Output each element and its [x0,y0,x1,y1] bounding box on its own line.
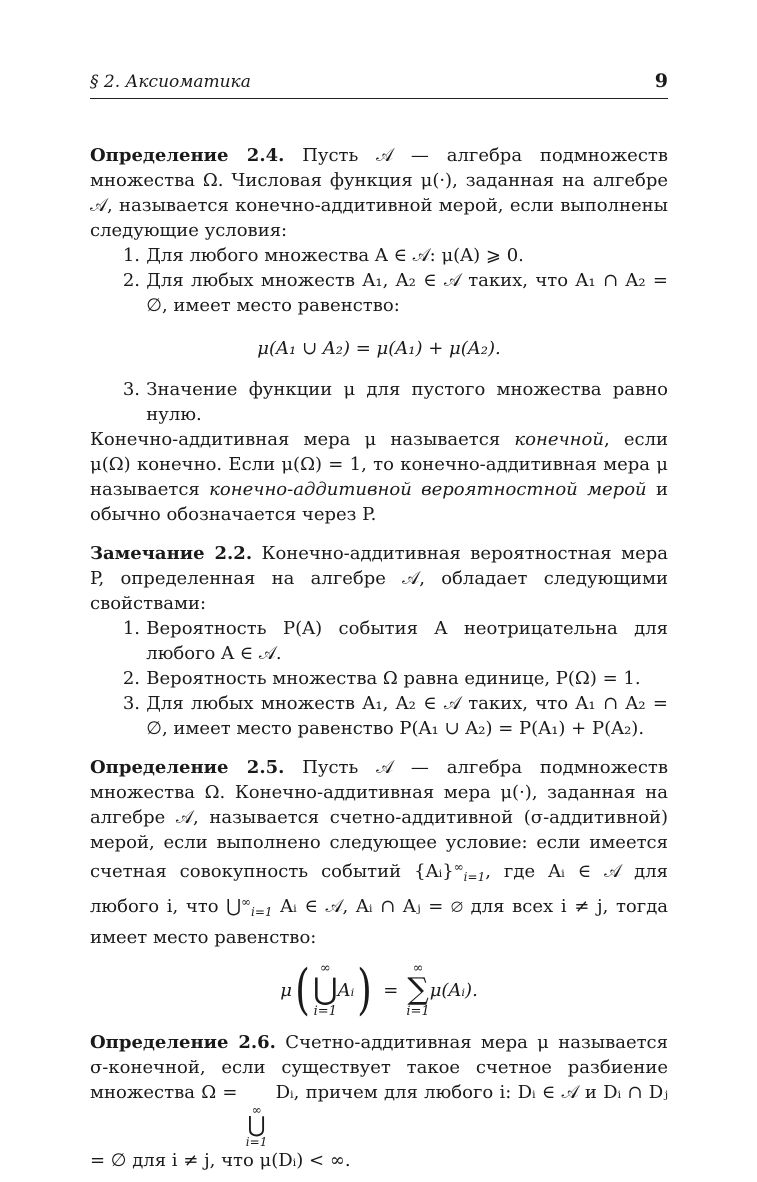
list-item [90,268,668,318]
page-content [90,143,668,1173]
definition-2-5-text: Пусть 𝒜 — алгебра подмножеств множества Ω. Конечно-аддитивная мера μ(·), заданная на алгебре 𝒜, называется счетно-аддитивной (σ-аддитивной) мерой, если выполнено следующее условие: если имеется счетная совокупность событий {Aᵢ} [90,757,668,882]
definition-2-6-text-b: Dᵢ, причем для любого i: Dᵢ ∈ 𝒜 и Dᵢ ∩ Dⱼ = ∅ для i ≠ j, что μ(Dᵢ) < ∞. [90,1082,668,1171]
list-item-number: 2. [122,668,140,689]
conclusion-text-a: Конечно-аддитивная мера μ называется [90,429,515,450]
union-lower-limit: i=1 [245,1135,268,1149]
list-item-text: Значение функции μ для пустого множества равно нулю. [146,379,668,425]
list-item [90,377,668,427]
definition-2-6 [90,1030,668,1173]
definition-2-4-intro [90,143,668,243]
union-operator [246,1104,268,1148]
definition-2-5-text-3: Aᵢ ∈ 𝒜, Aᵢ ∩ Aⱼ = ∅ для всех i ≠ j, тогда имеет место равенство: [90,896,669,948]
list-item [90,691,668,741]
sum-symbol: ∑ [407,972,429,1007]
countable-additivity-formula [90,960,668,1020]
definition-2-4-text: Пусть 𝒜 — алгебра подмножеств множества Ω. Числовая функция μ(·), заданная на алгебре 𝒜, называется конечно-аддитивной мерой, если выполнены следующие условия: [90,145,668,241]
list-item-text: Вероятность множества Ω равна единице, P(Ω) = 1. [146,668,641,689]
section-title: § 2. Аксиоматика [90,72,251,92]
conclusion-text-c: и обычно обозначается через P. [90,479,668,525]
list-item-text: Для любых множеств A₁, A₂ ∈ 𝒜 таких, что A₁ ∩ A₂ = ∅, имеет место равенство: [146,270,668,316]
definition-2-4 [90,143,668,527]
union-upper-limit: ∞ [319,961,331,976]
remark-2-2-text: Конечно-аддитивная вероятностная мера P, определенная на алгебре 𝒜, обладает следующими свойствами: [90,543,668,614]
formula-mu: μ [280,979,292,1001]
big-union-operator [313,962,338,1018]
term-probability-measure: конечно-аддитивной вероятностной мерой [209,479,647,500]
definition-2-6-heading: Определение 2.6. [90,1032,276,1053]
definition-2-4-heading: Определение 2.4. [90,145,285,166]
formula-equals: = [383,979,399,1001]
superscript: ∞ [453,860,464,874]
list-item [90,243,668,268]
left-paren: ( [295,958,310,1021]
additivity-formula: μ(A₁ ∪ A₂) = μ(A₁) + μ(A₂). [257,338,501,359]
list-item-number: 1. [122,245,140,266]
sum-operator [406,962,429,1018]
list-item [90,666,668,691]
superscript: ∞ [240,895,251,909]
remark-2-2-properties [90,616,668,741]
subscript: i=1 [463,870,486,884]
list-item-number: 2. [122,270,140,291]
list-item-text: Для любых множеств A₁, A₂ ∈ 𝒜 таких, что A₁ ∩ A₂ = ∅, имеет место равенство P(A₁ ∪ A₂) = P(A₁) + P(A₂). [146,693,668,739]
sum-upper-limit: ∞ [412,961,424,976]
sum-lower-limit: i=1 [406,1004,430,1019]
list-item [90,616,668,666]
formula-term: μ(Aᵢ). [429,979,478,1001]
union-symbol: ⋃ [247,1113,266,1138]
definition-2-4-conclusion [90,427,668,527]
conclusion-text-b: , если μ(Ω) конечно. Если μ(Ω) = 1, то конечно-аддитивная мера μ называется [90,429,669,500]
union-symbol: ⋃ [312,972,338,1007]
union-lower-limit: i=1 [313,1004,337,1019]
term-finite: конечной [514,429,604,450]
definition-2-5 [90,755,668,1020]
list-item-text: Для любого множества A ∈ 𝒜: μ(A) ⩾ 0. [146,245,524,266]
list-item-text: Вероятность P(A) события A неотрицательна для любого A ∈ 𝒜. [146,618,668,664]
remark-2-2 [90,541,668,741]
definition-2-4-conditions-cont [90,377,668,427]
list-item-number: 3. [122,379,140,400]
formula-argument: Aᵢ [337,979,355,1001]
list-item-number: 1. [122,618,140,639]
definition-2-5-text-2: , где Aᵢ ∈ 𝒜 для любого i, что ⋃ [90,861,668,917]
definition-2-5-heading: Определение 2.5. [90,757,285,778]
remark-2-2-heading: Замечание 2.2. [90,543,253,564]
right-paren: ) [357,958,373,1021]
definition-2-4-conditions [90,243,668,318]
definition-2-6-text-a: Счетно-аддитивная мера μ называется σ-конечной, если существует такое счетное разбиение множества Ω = [90,1032,668,1103]
subscript: i=1 [250,905,273,919]
running-header [90,70,668,99]
list-item-number: 3. [122,693,140,714]
union-upper-limit: ∞ [251,1103,262,1117]
definition-2-6-text-block [90,1030,668,1173]
page-number: 9 [654,70,668,92]
definition-2-5-text-block [90,755,668,950]
remark-2-2-intro [90,541,668,616]
